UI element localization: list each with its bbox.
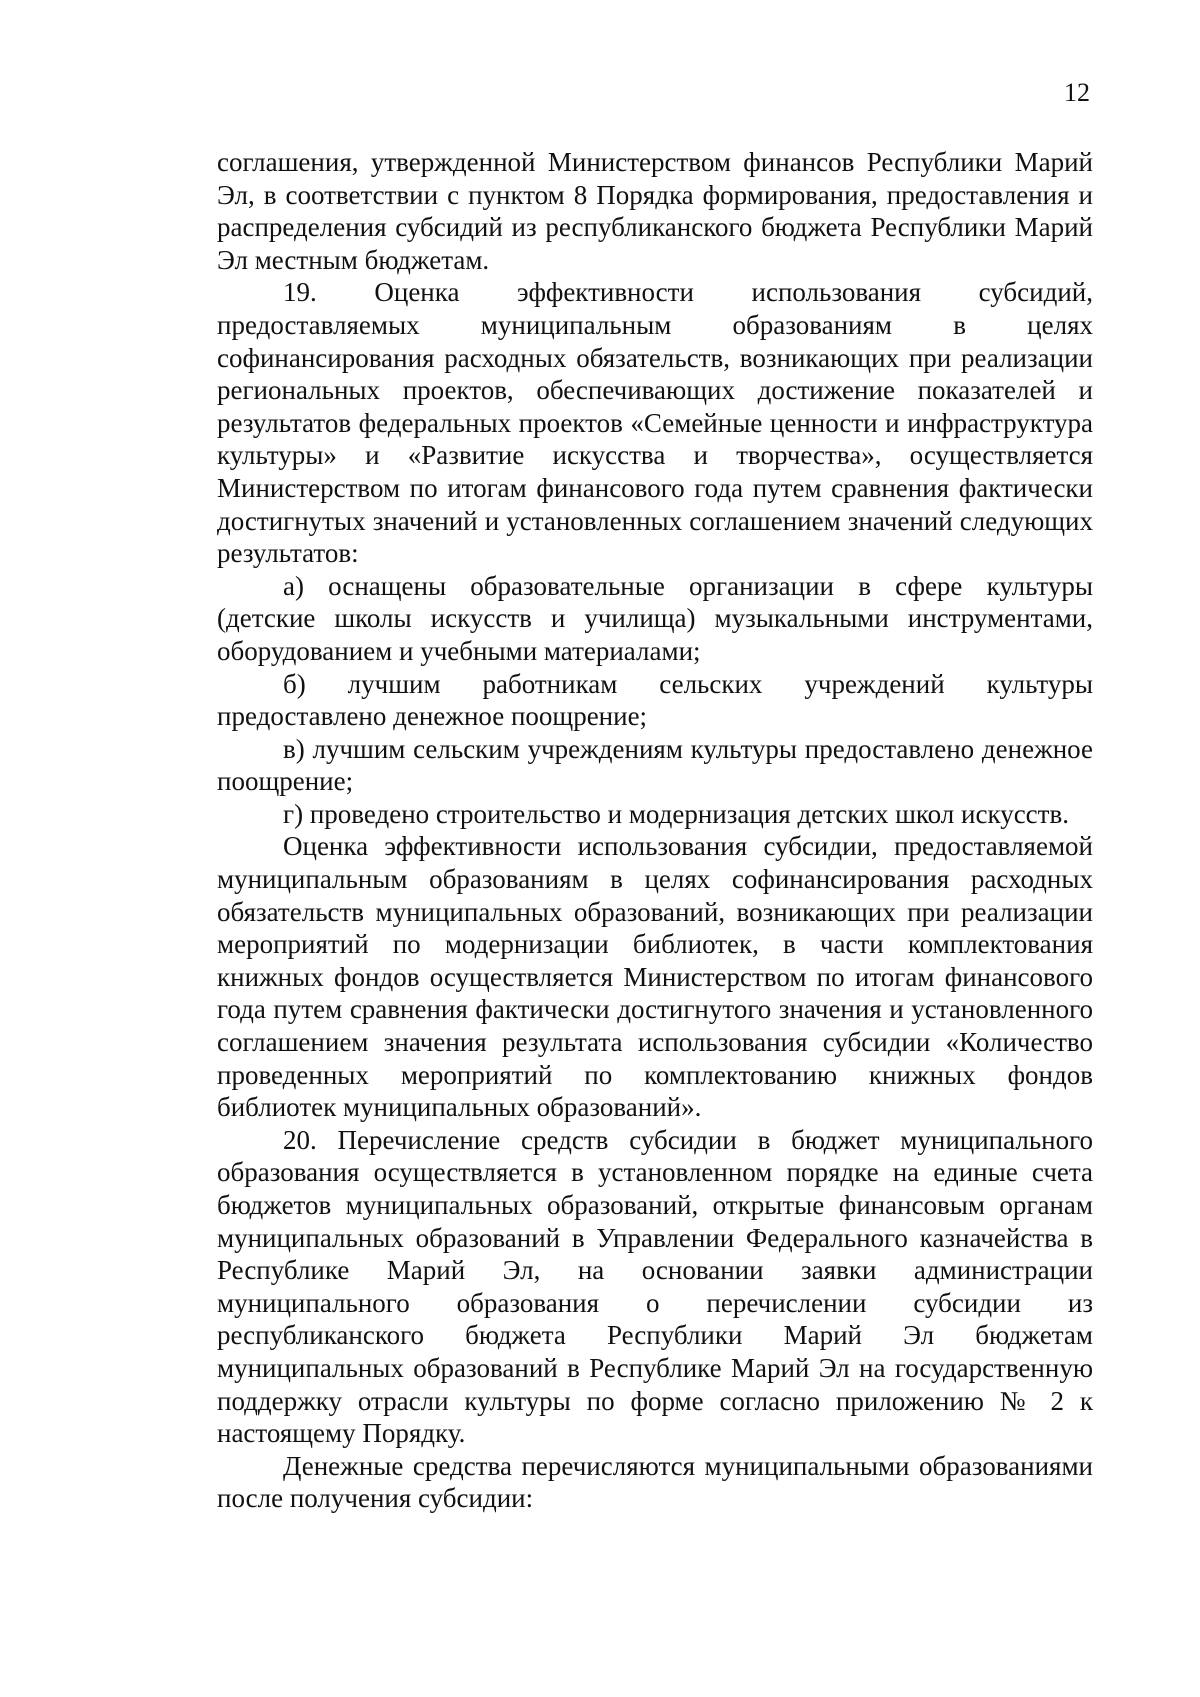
paragraph-funds-transfer: Денежные средства перечисляются муниципальными образованиями после получения субсидии: (217, 1450, 1093, 1514)
paragraph-item-19: 19. Оценка эффективности использования субсидий, предоставляемых муниципальным образованиям в целях софинансирования расходных обязательств, возникающих при реализации региональных проектов, обеспечивающих достижение показателей и результатов федеральных проектов «Семейные ценности и инфраструктура культуры» и «Развитие искусства и творчества», осуществляется Министерством по итогам финансового года путем сравнения фактически достигнутых значений и установленных соглашением значений следующих результатов: (217, 277, 1093, 569)
paragraph-continuation: соглашения, утвержденной Министерством финансов Республики Марий Эл, в соответствии с пунктом 8 Порядка формирования, предоставления и распределения субсидий из республиканского бюджета Республики Марий Эл местным бюджетам. (217, 147, 1093, 275)
paragraph-subitem-b: б) лучшим работникам сельских учреждений культуры предоставлено денежное поощрение; (217, 668, 1093, 732)
paragraph-subitem-g: г) проведено строительство и модернизация детских школ искусств. (283, 798, 1069, 829)
paragraph-item-20: 20. Перечисление средств субсидии в бюджет муниципального образования осуществляется в установленном порядке на единые счета бюджетов муниципальных образований, открытые финансовым органам муниципальных образований в Управлении Федерального казначейства в Республике Марий Эл, на основании заявки администрации муниципального образования о перечислении субсидии из республиканского бюджета Республики Марий Эл бюджетам муниципальных образований в Республике Марий Эл на государственную поддержку отрасли культуры по форме согласно приложению № 2 к настоящему Порядку. (217, 1124, 1093, 1449)
paragraph-subitem-a: а) оснащены образовательные организации в сфере культуры (детские школы искусств и училища) музыкальными инструментами, оборудованием и учебными материалами; (217, 570, 1093, 666)
paragraph-subitem-v: в) лучшим сельским учреждениям культуры предоставлено денежное поощрение; (217, 733, 1093, 797)
document-body (217, 146, 1093, 1515)
page-number: 12 (1064, 78, 1090, 107)
paragraph-library-evaluation: Оценка эффективности использования субсидии, предоставляемой муниципальным образованиям в целях софинансирования расходных обязательств муниципальных образований, возникающих при реализации мероприятий по модернизации библиотек, в части комплектования книжных фондов осуществляется Министерством по итогам финансового года путем сравнения фактически достигнутого значения и установленного соглашением значения результата использования субсидии «Количество проведенных мероприятий по комплектованию книжных фондов библиотек муниципальных образований». (217, 831, 1093, 1123)
